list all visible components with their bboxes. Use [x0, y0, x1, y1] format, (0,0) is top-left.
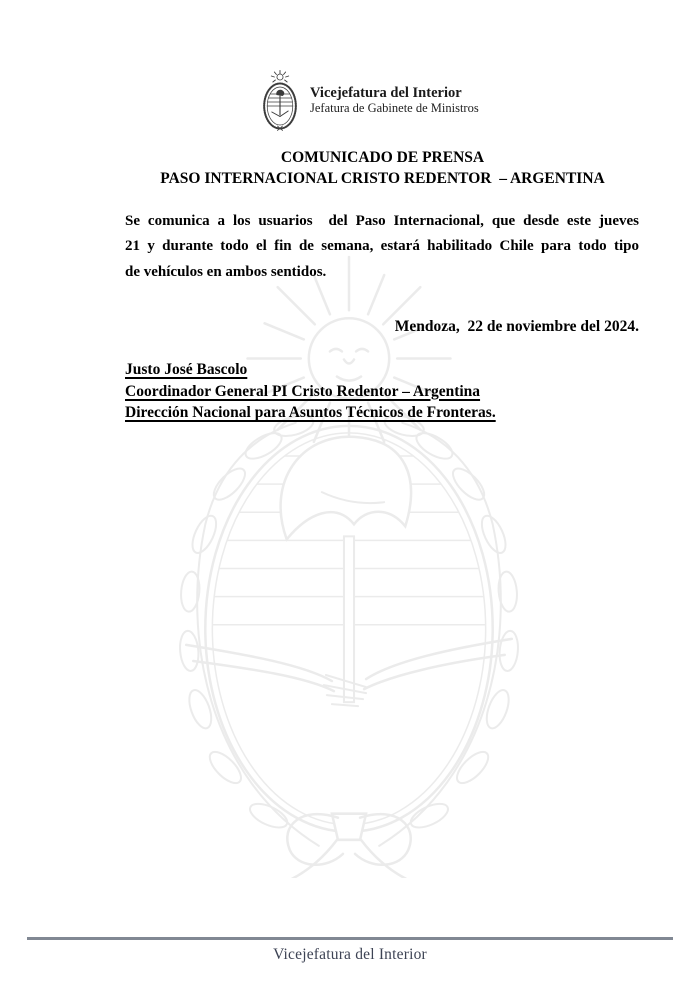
- org-name: Vicejefatura del Interior: [310, 85, 462, 101]
- footer-org-name: Vicejefatura del Interior: [273, 946, 427, 963]
- body-paragraph: [125, 209, 639, 285]
- signer-name: Justo José Bascolo: [125, 361, 248, 378]
- document-header: [257, 70, 479, 132]
- document-title: [125, 147, 640, 189]
- body-line: de vehículos en ambos sentidos.: [125, 263, 327, 280]
- title-line-2: PASO INTERNACIONAL CRISTO REDENTOR – ARGENTINA: [160, 170, 605, 187]
- dateline: Mendoza, 22 de noviembre del 2024.: [394, 318, 639, 335]
- body-line: 21 y durante todo el fin de semana, estará habilitado Chile para todo tipo: [125, 238, 639, 255]
- coat-of-arms-watermark-icon: [153, 255, 545, 878]
- footer-divider: [27, 937, 673, 940]
- org-department: Jefatura de Gabinete de Ministros: [310, 101, 479, 115]
- body-line: Se comunica a los usuarios del Paso Internacional, que desde este jueves: [125, 213, 639, 229]
- coat-of-arms-icon: [257, 70, 303, 132]
- signature-block: [125, 359, 639, 424]
- signer-office: Dirección Nacional para Asuntos Técnicos de Fronteras.: [125, 404, 496, 421]
- title-line-1: COMUNICADO DE PRENSA: [280, 149, 485, 166]
- signer-role: Coordinador General PI Cristo Redentor – Argentina: [125, 382, 481, 400]
